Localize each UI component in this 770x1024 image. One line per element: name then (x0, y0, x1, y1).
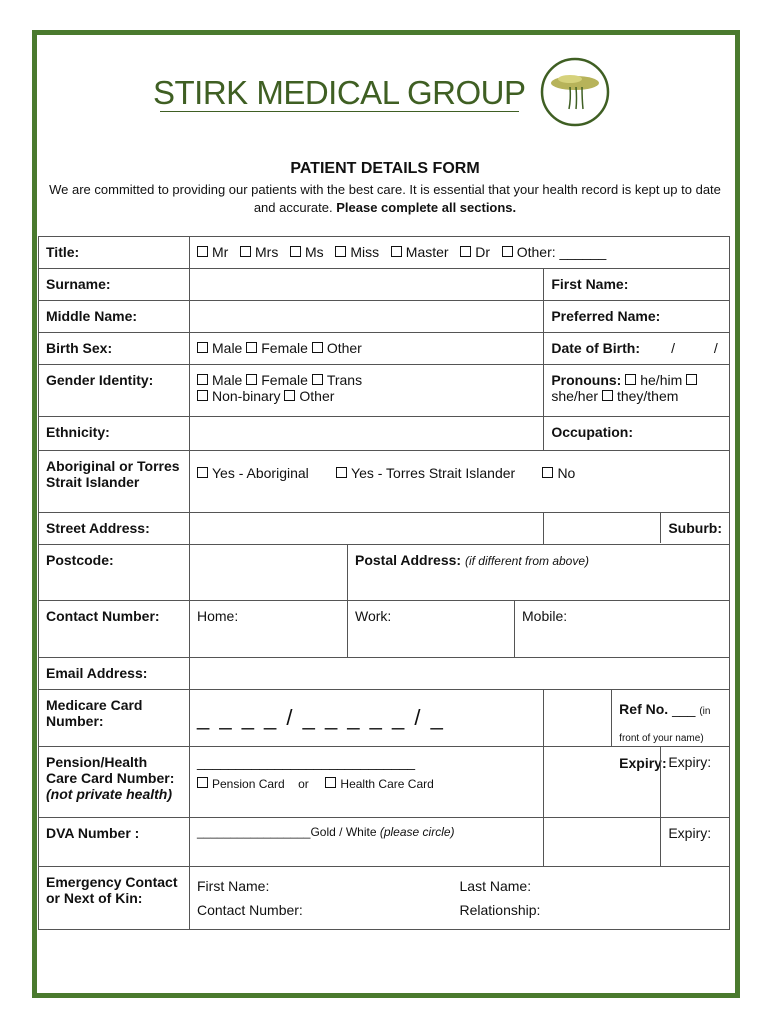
pronoun-she-checkbox[interactable]: she/her (551, 372, 701, 404)
title-miss-checkbox[interactable]: Miss (335, 244, 379, 260)
title-dr-checkbox[interactable]: Dr (460, 244, 490, 260)
birth-sex-label: Birth Sex: (39, 333, 190, 365)
gender-male-checkbox[interactable]: Male (197, 372, 242, 388)
sex-other-checkbox[interactable]: Other (312, 340, 362, 356)
title-other-checkbox[interactable]: Other: ______ (502, 244, 607, 260)
preferred-name-label[interactable]: Preferred Name: (544, 301, 730, 333)
email-label: Email Address: (39, 658, 190, 690)
pension-label: Pension/Health Care Card Number: (not private health) (39, 747, 190, 818)
gender-nonbinary-checkbox[interactable]: Non-binary (197, 388, 280, 404)
form-title: PATIENT DETAILS FORM (290, 160, 480, 177)
sex-female-checkbox[interactable]: Female (246, 340, 308, 356)
ethnicity-label: Ethnicity: (39, 417, 190, 451)
ec-first-name[interactable]: First Name: (197, 878, 270, 894)
ec-last-name[interactable]: Last Name: (459, 878, 532, 894)
middle-name-label: Middle Name: (39, 301, 190, 333)
middle-name-field[interactable] (190, 301, 544, 333)
pronoun-he-checkbox[interactable]: he/him (625, 372, 682, 388)
pension-expiry[interactable]: Expiry: (668, 754, 712, 770)
gender-other-checkbox[interactable]: Other (284, 388, 334, 404)
aboriginal-options (190, 451, 730, 513)
street-label: Street Address: (39, 513, 190, 545)
intro-text: We are committed to providing our patients with the best care. It is essential that your health record is kept up to date and accurate. Please complete all sections. (49, 182, 721, 215)
pension-field-extra[interactable] (544, 747, 661, 817)
home-field[interactable]: Home: (190, 601, 348, 658)
postcode-label: Postcode: (39, 545, 190, 601)
ec-contact[interactable]: Contact Number: (197, 902, 303, 918)
surname-label: Surname: (39, 269, 190, 301)
medicare-label: Medicare Card Number: (39, 690, 190, 747)
suburb-label[interactable]: Suburb: (668, 520, 722, 536)
title-mrs-checkbox[interactable]: Mrs (240, 244, 278, 260)
emergency-field[interactable] (190, 867, 730, 930)
dva-label: DVA Number : (39, 818, 190, 867)
sex-male-checkbox[interactable]: Male (197, 340, 242, 356)
gender-label: Gender Identity: (39, 365, 190, 417)
aboriginal-yes-checkbox[interactable]: Yes - Aboriginal (197, 465, 309, 481)
dva-field-extra[interactable] (544, 818, 661, 866)
dva-expiry-cell (544, 818, 730, 867)
title-label: Title: (39, 237, 190, 269)
health-card-checkbox[interactable]: Health Care Card (325, 777, 433, 791)
medicare-field[interactable]: _ _ _ _ / _ _ _ _ _ / _ (190, 690, 544, 747)
ec-relationship[interactable]: Relationship: (459, 902, 541, 918)
leaf-logo-icon (540, 57, 610, 127)
work-field[interactable]: Work: (348, 601, 515, 657)
medicare-field-extra[interactable] (544, 690, 612, 746)
tsi-yes-checkbox[interactable]: Yes - Torres Strait Islander (336, 465, 515, 481)
header-underline (160, 111, 519, 112)
mobile-field[interactable]: Mobile: (522, 608, 568, 624)
street-field[interactable] (190, 513, 544, 545)
dva-expiry[interactable]: Expiry: (668, 825, 712, 841)
aboriginal-label: Aboriginal or Torres Strait Islander (39, 451, 190, 513)
contact-label: Contact Number: (39, 601, 190, 658)
dob-cell[interactable]: Date of Birth: / / (544, 333, 730, 365)
first-name-label[interactable]: First Name: (544, 269, 730, 301)
org-name: STIRK MEDICAL GROUP (153, 74, 526, 111)
pension-card-checkbox[interactable]: Pension Card (197, 777, 285, 791)
gender-female-checkbox[interactable]: Female (246, 372, 308, 388)
title-ms-checkbox[interactable]: Ms (290, 244, 324, 260)
title-master-checkbox[interactable]: Master (391, 244, 449, 260)
birth-sex-options (190, 333, 544, 365)
work-mobile-cell (348, 601, 730, 658)
emergency-label: Emergency Contact or Next of Kin: (39, 867, 190, 930)
pronouns-cell: Pronouns: he/him she/her they/them (544, 365, 730, 417)
street-field-extra[interactable] (544, 513, 661, 543)
suburb-cell (544, 513, 730, 545)
gender-trans-checkbox[interactable]: Trans (312, 372, 362, 388)
aboriginal-no-checkbox[interactable]: No (542, 465, 575, 481)
occupation-label[interactable]: Occupation: (544, 417, 730, 451)
title-options (190, 237, 730, 269)
ref-expiry[interactable]: Ref No. ___ (in front of your name) Expiry: (619, 701, 711, 771)
dva-field[interactable]: _________________Gold / White (please circle) (190, 818, 544, 867)
email-field[interactable] (190, 658, 730, 690)
surname-field[interactable] (190, 269, 544, 301)
ethnicity-field[interactable] (190, 417, 544, 451)
postcode-field[interactable] (190, 545, 348, 601)
pronoun-they-checkbox[interactable]: they/them (602, 388, 678, 404)
ref-cell (544, 690, 730, 771)
title-mr-checkbox[interactable]: Mr (197, 244, 228, 260)
postal-cell[interactable]: Postal Address: (if different from above) (348, 545, 730, 601)
gender-options (190, 365, 544, 417)
pension-field[interactable]: ____________________________ Pension Card or Health Care Card (190, 747, 544, 818)
pension-expiry-cell (544, 747, 730, 818)
patient-form (38, 236, 730, 930)
